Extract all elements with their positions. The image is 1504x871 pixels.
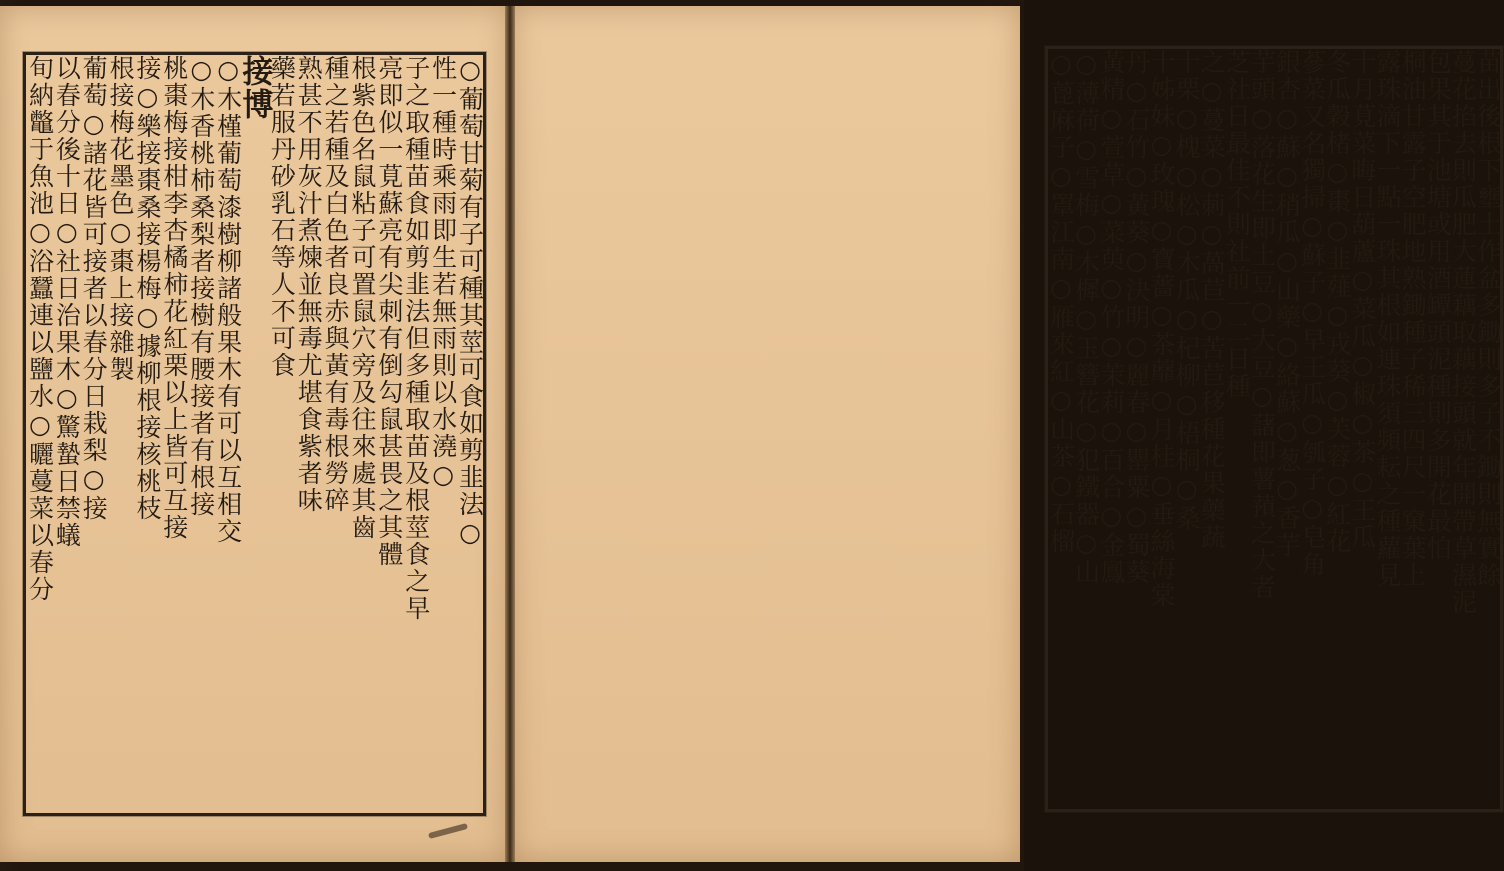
left-page — [0, 6, 508, 862]
text-column: 露珠滴下一點一珠其根如連珠須頻耘之種蘿見 — [1373, 49, 1402, 589]
text-column: 葡萄○諸花皆可接者以春分日栽梨○接 — [79, 55, 109, 522]
text-column: 亮即似一莧蘇亮有尖刺有倒勾鼠甚畏之其體 — [374, 55, 404, 568]
text-column: 十月莧菜晦日葫蘆○菜瓜○椒○茶○王瓜 — [1347, 49, 1377, 551]
text-column: 蔓花掐去則瓜肥大蓮藕取藕接頭就年開帶草濕泥 — [1448, 49, 1478, 616]
text-column: 之○蔓菜○莿○萵苣○苦苣移種花果藥蔬 — [1197, 49, 1227, 551]
text-column: 丹○石竹○黃葵○決明○麗春○罌粟○蜀葵 — [1121, 49, 1151, 586]
text-column: 接博 — [236, 55, 273, 121]
text-column: 銀杏○蘇○稍瓜○山藥○絡蘇○葱○香芋 — [1272, 49, 1302, 559]
text-column: 包果其于池塘或用酒罈頭泥種則多開花最怕 — [1423, 49, 1453, 562]
text-column: 藥若服丹砂乳石等人不可食 — [267, 55, 297, 379]
text-column: ○薄荷○雪梅○木樨○玉簪花○犯鐵器○山 — [1071, 49, 1101, 586]
text-column: 黃精○萱草○菜萸○竹○茉莉○百合○金鳳 — [1096, 49, 1126, 586]
left-text-frame — [23, 52, 486, 816]
text-column: ○葡萄甘菊有子可種其莖可食如剪韭法○ — [455, 55, 485, 549]
right-page — [512, 6, 1503, 862]
text-column: 種之若種及白色者良赤與黃有毒根勞碎 — [321, 55, 351, 514]
text-column: 十栗○槐○松○木瓜○杞柳○梧桐○桑 — [1172, 49, 1202, 532]
text-column: 根紫色名鼠粘子可置鼠穴旁及往來處其齒 — [348, 55, 378, 541]
right-text-frame — [1045, 46, 1503, 812]
text-column: 苗出後根下壅土作盆多鋤則多子不鋤則無實餘 — [1473, 49, 1503, 589]
book-fold — [505, 6, 515, 862]
text-column: ○木香桃柿桑梨者接樹有腰接者有根接 — [186, 55, 216, 518]
text-column: ○蓖麻子○罩江南○雁來紅○山茶○石榴 — [1046, 49, 1076, 555]
text-column: 根接梅花墨色○棗上接雜製 — [106, 55, 136, 383]
text-column: 桃棗梅接柑李杏橘柿花紅栗以上皆可互接 — [159, 55, 189, 541]
text-column: 子之取種苗食如剪韭法但多種取苗及根莖食之早 — [401, 55, 431, 622]
text-column: 十姊妹○玫瑰○寶薔○茶蘼○月桂○垂絲海棠 — [1147, 49, 1176, 609]
text-column: 以春分後十日○社日治果木○驚蟄日禁蟻 — [52, 55, 82, 549]
text-column: 旬納鼈于魚池○浴蠶連以鹽水○曬蔓菜以春分 — [25, 55, 55, 603]
text-column: 冬瓜穀楮○棗○韭薤○戎葵○芙蓉○紅花 — [1322, 49, 1352, 555]
text-column: 芝社日最佳不則社前一二日種 — [1222, 49, 1252, 400]
text-column: 性一種時乘雨即生若無雨則以水澆○ — [428, 55, 458, 491]
text-column: 蔘菜又名獨掃○蘇子○早王瓜○瓠子○皂角 — [1297, 49, 1327, 578]
text-column: 接○樂接棗桑接楊梅○據柳根接核桃枝 — [132, 55, 162, 522]
text-column: 芋頭○落花生即土豆○大豆○藷即薯蕷之大者 — [1247, 49, 1277, 601]
text-column: 熟甚不用灰汁煮煉並無毒尤堪食紫者味 — [294, 55, 324, 514]
text-column: 桐油甘露子空肥地熟鋤種子稀三四尺一窠葉上 — [1398, 49, 1428, 589]
text-column: ○木槿葡萄漆樹柳諸般果木有可以互相交 — [213, 55, 243, 545]
